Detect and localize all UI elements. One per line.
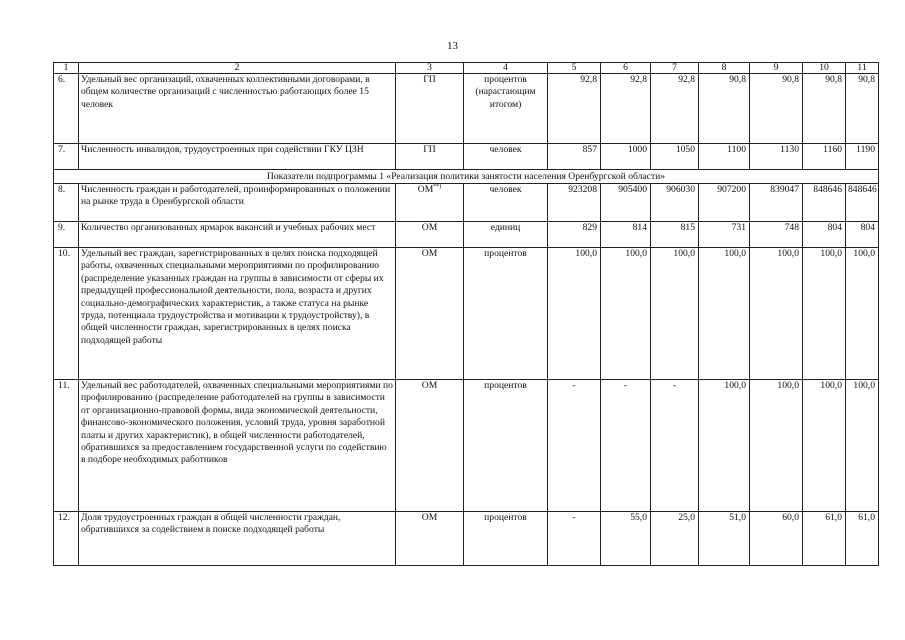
indicator-name: Удельный вес работодателей, охваченных специальными мероприятиями по профилированию (распределение работодателей на группы в зависимости от организационно-правовой формы, вида экономической деятельности, финансово-экономического положения, условий труда, уровня заработной платы и других характеристик), в общей численности работодателей, обратившихся за предоставлением государственной услуги по содействию в подборе необходимых работников — [79, 380, 396, 512]
value-cell: 804 — [803, 222, 846, 248]
column-number: 2 — [79, 63, 396, 74]
table-row — [54, 222, 879, 248]
indicator-name: Удельный вес граждан, зарегистрированных в целях поиска подходящей работы, охваченных специальными мероприятиями по профилированию (распределение указанных граждан на группы в зависимости от сферы их предыдущей профессиональной деятельности, пола, возраста и других социально-демографических характеристик, а также статуса на рынке труда, потенциала трудоустройства и мотивации к трудоустройству), в общей численности граждан, зарегистрированных в целях поиска подходящей работы — [79, 248, 396, 380]
row-number: 7. — [54, 144, 79, 170]
value-cell: 100,0 — [750, 248, 803, 380]
indicator-type: ОМ — [396, 248, 464, 380]
value-cell: 906030 — [651, 184, 699, 222]
indicator-type: ГП — [396, 144, 464, 170]
column-number-row — [54, 63, 879, 74]
value-cell: 1160 — [803, 144, 846, 170]
value-cell: 51,0 — [699, 512, 750, 566]
value-cell: 61,0 — [803, 512, 846, 566]
value-cell: 100,0 — [803, 248, 846, 380]
row-number: 11. — [54, 380, 79, 512]
indicator-type — [396, 184, 464, 222]
indicator-type: ГП — [396, 74, 464, 144]
unit: единиц — [464, 222, 548, 248]
value-cell: 90,8 — [699, 74, 750, 144]
column-number: 7 — [651, 63, 699, 74]
value-cell: 60,0 — [750, 512, 803, 566]
value-cell: 100,0 — [750, 380, 803, 512]
unit: человек — [464, 184, 548, 222]
indicator-name: Удельный вес организаций, охваченных коллективными договорами, в общем количестве организаций с численностью работающих более 15 человек — [79, 74, 396, 144]
column-number: 3 — [396, 63, 464, 74]
value-cell: 90,8 — [846, 74, 879, 144]
indicator-type: ОМ — [396, 512, 464, 566]
value-cell: 92,8 — [548, 74, 601, 144]
value-cell: 815 — [651, 222, 699, 248]
value-cell: 748 — [750, 222, 803, 248]
value-cell: 100,0 — [699, 380, 750, 512]
value-cell: 90,8 — [803, 74, 846, 144]
value-cell: - — [651, 380, 699, 512]
value-cell: 848646 — [846, 184, 879, 222]
unit: процентов (нарастающим итогом) — [464, 74, 548, 144]
column-number: 9 — [750, 63, 803, 74]
row-number: 10. — [54, 248, 79, 380]
indicator-name: Доля трудоустроенных граждан в общей численности граждан, обратившихся за содействием в поиске подходящей работы — [79, 512, 396, 566]
value-cell: 857 — [548, 144, 601, 170]
value-cell: 25,0 — [651, 512, 699, 566]
unit: человек — [464, 144, 548, 170]
indicator-name: Количество организованных ярмарок вакансий и учебных рабочих мест — [79, 222, 396, 248]
value-cell: 100,0 — [846, 248, 879, 380]
value-cell: 100,0 — [803, 380, 846, 512]
table-row — [54, 74, 879, 144]
value-cell: 100,0 — [601, 248, 651, 380]
indicators-table — [53, 62, 879, 566]
value-cell: 1190 — [846, 144, 879, 170]
value-cell: - — [601, 380, 651, 512]
value-cell: 839047 — [750, 184, 803, 222]
indicator-type-text: ОМ — [417, 184, 434, 195]
value-cell: 55,0 — [601, 512, 651, 566]
table-row — [54, 512, 879, 566]
unit: процентов — [464, 380, 548, 512]
column-number: 8 — [699, 63, 750, 74]
value-cell: 1130 — [750, 144, 803, 170]
value-cell: 848646 — [803, 184, 846, 222]
value-cell: 100,0 — [651, 248, 699, 380]
value-cell: 90,8 — [750, 74, 803, 144]
value-cell: - — [548, 512, 601, 566]
row-number: 8. — [54, 184, 79, 222]
table-row — [54, 184, 879, 222]
value-cell: 61,0 — [846, 512, 879, 566]
column-number: 6 — [601, 63, 651, 74]
section-row — [54, 170, 879, 184]
footnote-mark: **) — [433, 183, 442, 190]
value-cell: 1100 — [699, 144, 750, 170]
value-cell: 1050 — [651, 144, 699, 170]
value-cell: - — [548, 380, 601, 512]
unit: процентов — [464, 248, 548, 380]
indicator-type: ОМ — [396, 380, 464, 512]
value-cell: 814 — [601, 222, 651, 248]
column-number: 5 — [548, 63, 601, 74]
value-cell: 731 — [699, 222, 750, 248]
value-cell: 100,0 — [846, 380, 879, 512]
row-number: 6. — [54, 74, 79, 144]
value-cell: 92,8 — [651, 74, 699, 144]
column-number: 4 — [464, 63, 548, 74]
indicator-name: Численность инвалидов, трудоустроенных при содействии ГКУ ЦЗН — [79, 144, 396, 170]
value-cell: 804 — [846, 222, 879, 248]
value-cell: 907200 — [699, 184, 750, 222]
value-cell: 92,8 — [601, 74, 651, 144]
value-cell: 905400 — [601, 184, 651, 222]
value-cell: 829 — [548, 222, 601, 248]
table-row — [54, 144, 879, 170]
value-cell: 923208 — [548, 184, 601, 222]
page-number: 13 — [447, 40, 458, 52]
row-number: 12. — [54, 512, 79, 566]
unit: процентов — [464, 512, 548, 566]
column-number: 1 — [54, 63, 79, 74]
row-number: 9. — [54, 222, 79, 248]
column-number: 10 — [803, 63, 846, 74]
section-title: Показатели подпрограммы 1 «Реализация политики занятости населения Оренбургской области» — [54, 170, 879, 184]
indicator-type: ОМ — [396, 222, 464, 248]
table-row — [54, 248, 879, 380]
table-row — [54, 380, 879, 512]
column-number: 11 — [846, 63, 879, 74]
indicator-name: Численность граждан и работодателей, проинформированных о положении на рынке труда в Оренбургской области — [79, 184, 396, 222]
value-cell: 1000 — [601, 144, 651, 170]
value-cell: 100,0 — [699, 248, 750, 380]
value-cell: 100,0 — [548, 248, 601, 380]
